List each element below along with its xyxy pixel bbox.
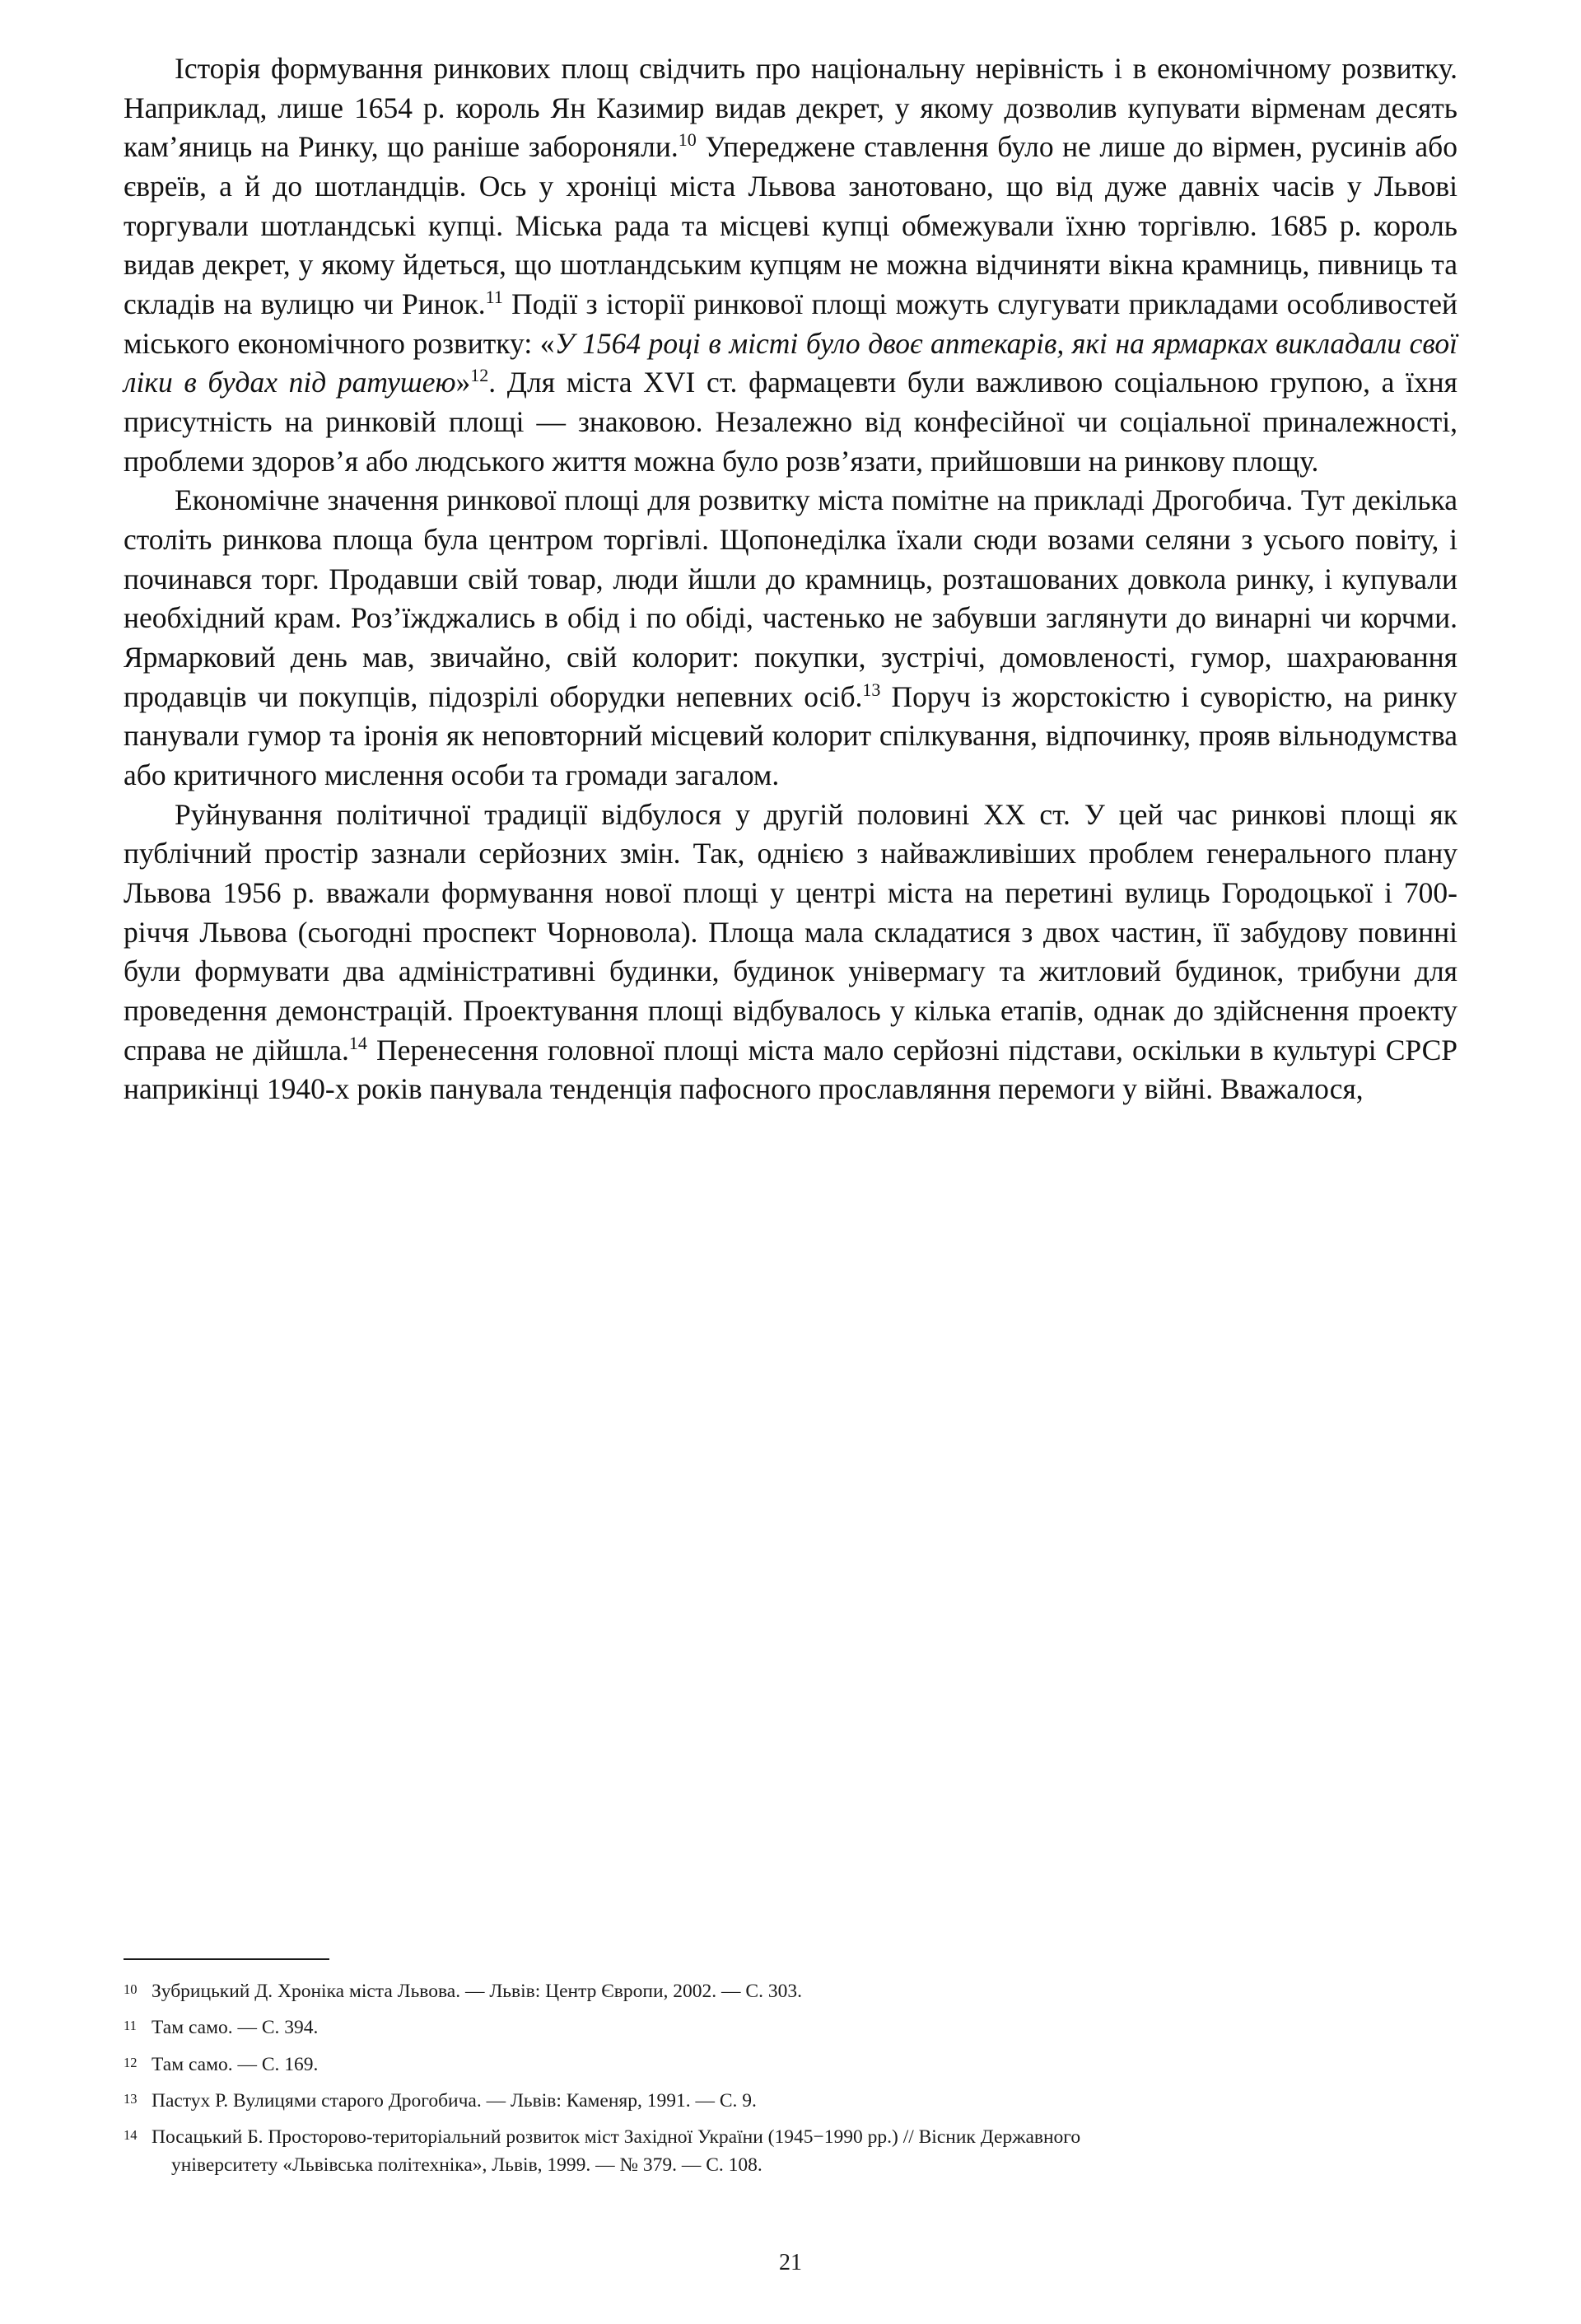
footnote-text — [152, 2124, 1457, 2179]
footnote-text: Пастух Р. Вулицями старого Дрогобича. — Львів: Каменяр, 1991. — С. 9. — [152, 2089, 757, 2112]
footnote-item — [124, 2088, 1457, 2115]
footnote-text: Там само. — С. 169. — [152, 2053, 319, 2075]
paragraph-1: Історія формування ринкових площ свідчить про національну нерівність і в економічному розвитку. Наприклад, лише 1654 р. король Ян Казимир видав декрет, у якому дозволив купувати вірменам десять кам’яниць на Ринку, що раніше забороняли.$^{10}$ Упереджене ставлення було не лише до вірмен, русинів або євреїв, а й до шотландців. Ось у хроніці міста Львова занотовано, що від дуже давніх часів у Львові торгували шотландські купці. Міська рада та місцеві купці обмежували їхню торгівлю. 1685 р. король видав декрет, у якому йдеться, що шотландським купцям не можна відчиняти вікна крамниць, пивниць та складів на вулицю чи Ринок.$^{11}$ Події з історії ринкової площі можуть слугувати прикладами особливостей міського економічного розвитку: «У 1564 році в місті було двоє аптекарів, які на ярмарках викладали свої ліки в будах під ратушею»$^{12}$. Для міста XVI ст. фармацевти були важливою соціальною групою, а їхня присутність на ринковій площі — знаковою. Незалежно від конфесійної чи соціальної приналежності, проблеми здоров’я або людського життя можна було розв’язати, прийшовши на ринкову площу. — [124, 52, 1458, 478]
body-text-column — [124, 49, 1457, 1109]
footnote-item — [124, 2014, 1457, 2042]
footnote-text-line2: університету «Львівська політехніка», Львів, 1999. — № 379. — С. 108. — [171, 2154, 763, 2176]
page-number: 21 — [779, 2250, 802, 2275]
footnote-separator-rule — [124, 1958, 329, 1960]
footnote-reference[interactable]: 11 — [485, 287, 503, 308]
footnote-text: Зубрицький Д. Хроніка міста Львова. — Львів: Центр Європи, 2002. — С. 303. — [152, 1980, 802, 2002]
footnote-text: Там само. — С. 394. — [152, 2017, 319, 2039]
footnote-item — [124, 1978, 1457, 2005]
footnote-text-line1: Посацький Б. Просторово-територіальний розвиток міст Західної України (1945−1990 рр.) // Вісник Державного — [152, 2126, 1081, 2149]
footnote-reference[interactable]: 12 — [470, 365, 489, 386]
footnote-number: 10 — [124, 1981, 138, 1997]
paragraph-3: Руйнування політичної традиції відбулося у другій половині XX ст. У цей час ринкові площі як публічний простір зазнали серйозних змін. Так, однією з найважливіших проблем генерального плану Львова 1956 р. вважали формування нової площі у центрі міста на перетині вулиць Городоцької і 700-річчя Львова (сьогодні проспект Чорновола). Площа мала складатися з двох частин, її забудову повинні були формувати два адміністративні будинки, будинок універмагу та житловий будинок, трибуни для проведення демонстрацій. Проектування площі відбувалось у кілька етапів, однак до здійснення проекту справа не дійшла.$^{14}$ Перенесення головної площі міста мало серйозні підстави, оскільки в культурі СРСР наприкінці 1940-х років панувала тенденція пафосного прославляння перемоги у війні. Вважалося, — [124, 797, 1457, 1106]
footnote-number: 13 — [124, 2090, 138, 2107]
footnote-reference[interactable]: 13 — [862, 679, 881, 700]
footnote-reference[interactable]: 10 — [678, 129, 697, 151]
footnote-item — [124, 2124, 1457, 2179]
footnote-number: 14 — [124, 2127, 138, 2144]
quoted-italic-text: У 1564 році в місті було двоє аптекарів, які на ярмарках викладали свої ліки в будах під ратушею — [124, 326, 1457, 399]
footnote-reference[interactable]: 14 — [348, 1032, 367, 1053]
paragraph-2: Економічне значення ринкової площі для розвитку міста помітне на прикладі Дрогобича. Тут декілька століть ринкова площа була центром торгівлі. Щопонеділка їхали сюди возами селяни з усього повіту, і починався торг. Продавши свій товар, люди йшли до крамниць, розташованих довкола ринку, і купували необхідний крам. Роз’їжджались в обід і по обіді, частенько не забувши заглянути до винарні чи корчми. Ярмарковий день мав, звичайно, свій колорит: покупки, зустрічі, домовленості, гумор, шахраювання продавців чи покупців, підозрілі оборудки непевних осіб.$^{13}$ Поруч із жорстокістю і суворістю, на ринку панували гумор та іронія як неповторний місцевий колорит спілкування, відпочинку, прояв вільнодумства або критичного мислення особи та громади загалом. — [124, 483, 1458, 792]
footnotes-block — [124, 1958, 1457, 2188]
footnote-item — [124, 2051, 1457, 2079]
footnote-number: 11 — [124, 2018, 137, 2034]
footnote-number: 12 — [124, 2054, 138, 2070]
